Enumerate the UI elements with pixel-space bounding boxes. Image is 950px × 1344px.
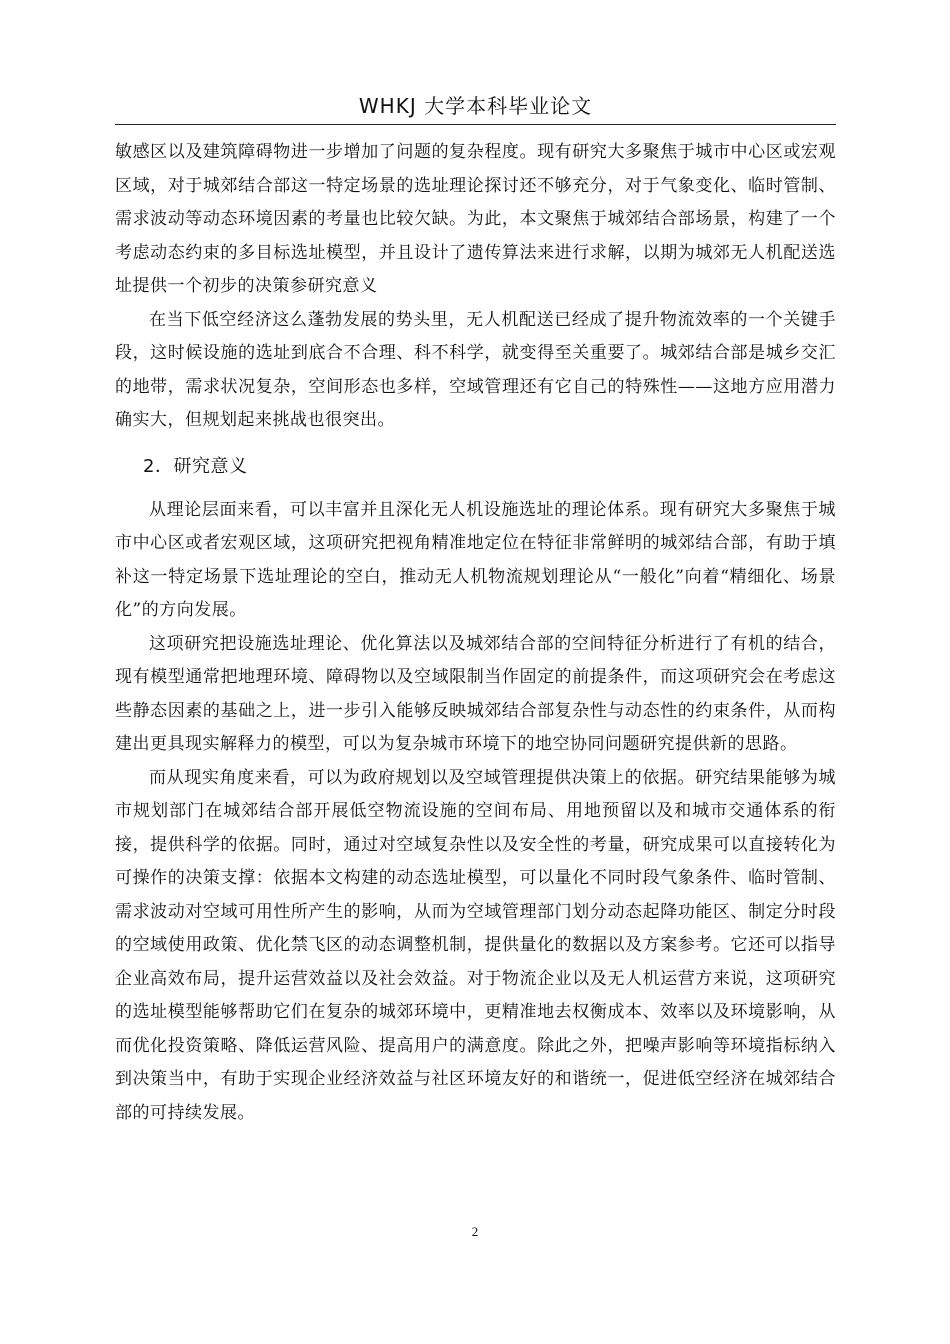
page-header — [115, 92, 836, 125]
paragraph: 从理论层面来看，可以丰富并且深化无人机设施选址的理论体系。现有研究大多聚焦于城市中心区或者宏观区域，这项研究把视角精准地定位在特征非常鲜明的城郊结合部，有助于填补这一特定场景下选址理论的空白，推动无人机物流规划理论从“一般化”向着“精细化、场景化”的方向发展。 — [115, 499, 836, 620]
paragraph: 而从现实角度来看，可以为政府规划以及空域管理提供决策上的依据。研究结果能够为城市规划部门在城郊结合部开展低空物流设施的空间布局、用地预留以及和城市交通体系的衔接，提供科学的依据。同时，通过对空域复杂性以及安全性的考量，研究成果可以直接转化为可操作的决策支撑：依据本文构建的动态选址模型，可以量化不同时段气象条件、临时管制、需求波动对空域可用性所产生的影响，从而为空域管理部门划分动态起降功能区、制定分时段的空域使用政策、优化禁飞区的动态调整机制，提供量化的数据以及方案参考。它还可以指导企业高效布局，提升运营效益以及社会效益。对于物流企业以及无人机运营方来说，这项研究的选址模型能够帮助它们在复杂的城郊环境中，更精准地去权衡成本、效率以及环境影响，从而优化投资策略、降低运营风险、提高用户的满意度。除此之外，把噪声影响等环境指标纳入到决策当中，有助于实现企业经济效益与社区环境友好的和谐统一，促进低空经济在城郊结合部的可持续发展。 — [115, 767, 836, 1123]
paragraph: 在当下低空经济这么蓬勃发展的势头里，无人机配送已经成了提升物流效率的一个关键手段，这时候设施的选址到底合不合理、科不科学，就变得至关重要了。城郊结合部是城乡交汇的地带，需求状况复杂，空间形态也多样，空域管理还有它自己的特殊性——这地方应用潜力确实大，但规划起来挑战也很突出。 — [115, 309, 836, 430]
header-title: WHKJ 大学本科毕业论文 — [358, 94, 593, 118]
paragraph-continued: 敏感区以及建筑障碍物进一步增加了问题的复杂程度。现有研究大多聚焦于城市中心区或宏观区域，对于城郊结合部这一特定场景的选址理论探讨还不够充分，对于气象变化、临时管制、需求波动等动态环境因素的考量也比较欠缺。为此，本文聚焦于城郊结合部场景，构建了一个考虑动态约束的多目标选址模型，并且设计了遗传算法来进行求解，以期为城郊无人机配送选址提供一个初步的决策参研究意义 — [115, 142, 836, 296]
page-number: 2 — [471, 1224, 479, 1239]
section-heading: 2．研究意义 — [143, 455, 248, 477]
paragraph: 这项研究把设施选址理论、优化算法以及城郊结合部的空间特征分析进行了有机的结合，现有模型通常把地理环境、障碍物以及空域限制当作固定的前提条件，而这项研究会在考虑这些静态因素的基础之上，进一步引入能够反映城郊结合部复杂性与动态性的约束条件，从而构建出更具现实解释力的模型，可以为复杂城市环境下的地空协同问题研究提供新的思路。 — [115, 633, 836, 754]
document-body — [115, 136, 836, 1130]
